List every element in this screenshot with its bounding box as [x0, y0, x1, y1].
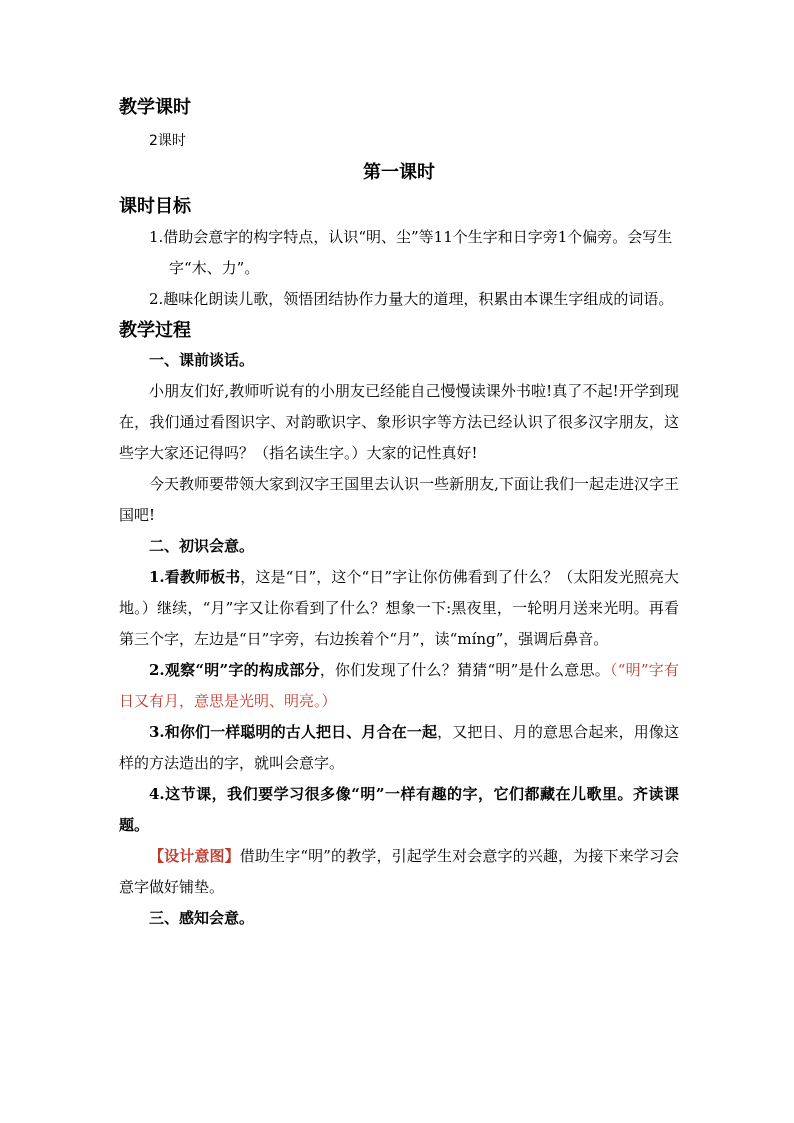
document-page [119, 96, 679, 934]
step-2-item-3 [119, 717, 679, 779]
section-heading-process: 教学过程 [119, 320, 191, 341]
item-2-lead: 2.观察“明”字的构成部分 [149, 661, 320, 679]
step-1-paragraph-2: 今天教师要带领大家到汉字王国里去认识一些新朋友,下面让我们一起走进汉字王国吧! [119, 475, 679, 524]
design-intent-text: 借助生字“明”的教学，引起学生对会意字的兴趣，为接下来学习会意字做好铺垫。 [119, 847, 679, 896]
objective-item-2: 2.趣味化朗读儿歌，领悟团结协作力量大的道理，积累由本课生字组成的词语。 [149, 290, 674, 308]
item-3-lead: 3.和你们一样聪明的古人把日、月合在一起 [149, 723, 438, 741]
step-2-item-2 [119, 655, 679, 717]
objective-item-1: 1.借助会意字的构字特点，认识“明、尘”等11个生字和日字旁1个偏旁。会写生字“木、力”。 [149, 228, 673, 277]
item-2-body: ，你们发现了什么？猜猜“明”是什么意思。 [319, 661, 610, 679]
class-hours-text: 2课时 [149, 133, 186, 149]
section-heading-class-hours: 教学课时 [119, 97, 191, 118]
item-3-body: ，又把日、月的意思合起来，用像这样的方法造出的字，就叫会意字。 [119, 723, 679, 772]
design-intent-tag: 【设计意图】 [149, 847, 240, 865]
item-2-answer: （“明”字有日又有月，意思是光明、明亮。） [119, 661, 680, 710]
lesson-title: 第一课时 [363, 162, 435, 183]
step-1-heading: 一、课前谈话。 [149, 351, 255, 369]
step-2-item-1 [119, 562, 679, 655]
design-intent-paragraph [119, 841, 679, 903]
step-1-paragraph-1: 小朋友们好,教师听说有的小朋友已经能自己慢慢读课外书啦!真了不起!开学到现在，我们通过看图识字、对韵歌识字、象形识字等方法已经认识了很多汉字朋友，这些字大家还记得吗？（指名读生字。）大家的记性真好! [119, 382, 679, 462]
item-1-lead: 1.看教师板书 [149, 568, 241, 586]
step-3-heading: 三、感知会意。 [149, 909, 255, 927]
step-2-heading: 二、初识会意。 [149, 537, 255, 555]
item-1-body: ，这是“日”，这个“日”字让你仿佛看到了什么？（太阳发光照亮大地。）继续，“月”字又让你看到了什么？想象一下:黑夜里，一轮明月送来光明。再看第三个字，左边是“日”字旁，右边挨着个“月”，读“míng”，强调后鼻音。 [119, 568, 679, 648]
section-heading-objectives: 课时目标 [119, 196, 191, 217]
step-2-item-4: 4.这节课，我们要学习很多像“明”一样有趣的字，它们都藏在儿歌里。齐读课题。 [119, 785, 679, 834]
